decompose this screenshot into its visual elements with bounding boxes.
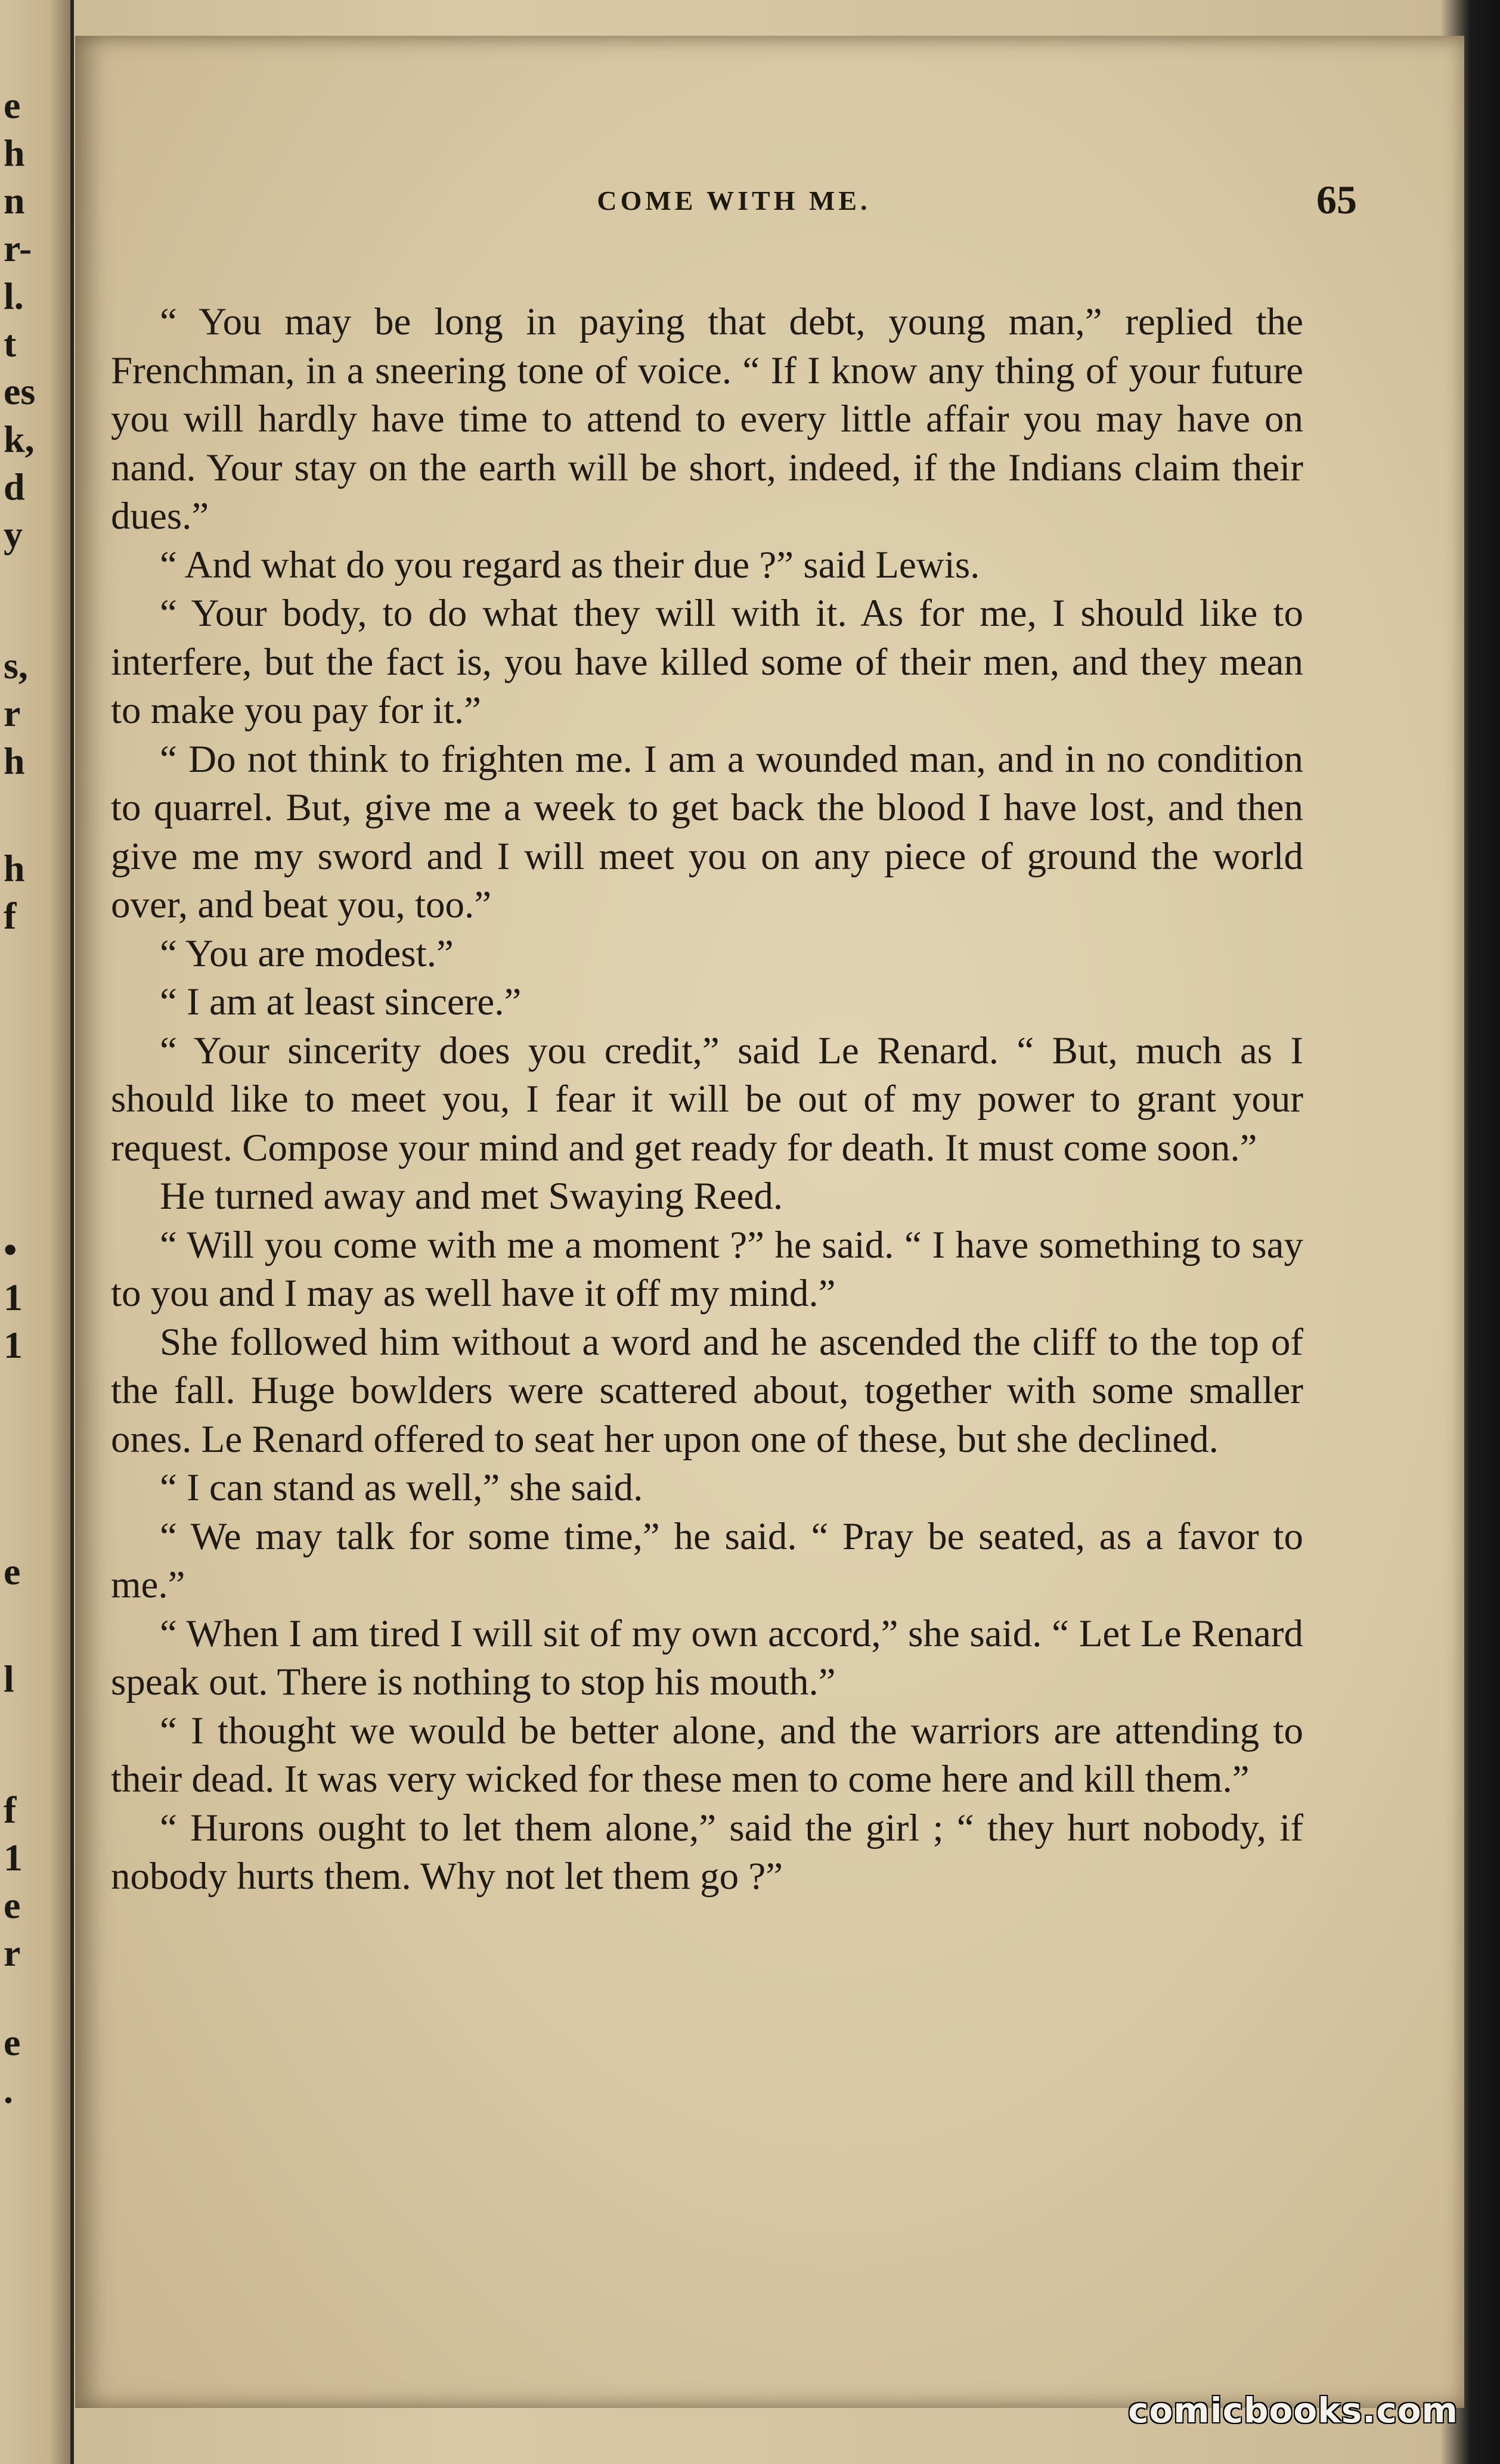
paragraph: “ You may be long in paying that debt, young man,” replied the Frenchman, in a sneering tone of voice. “ If I know any thing of your future you will hardly have time to attend to every little affair you may have on nand. Your stay on the earth will be short, indeed, if the Indians claim their dues.” <box>111 300 1303 538</box>
facing-page-fragment: es <box>4 370 36 412</box>
facing-page-fragment: 1 <box>4 1276 23 1318</box>
facing-page-fragment: d <box>4 466 25 508</box>
facing-page-fragment: h <box>4 740 25 782</box>
paragraph: “ I thought we would be better alone, and the warriors are attending to their dead. It was very wicked for these men to come here and kill them.” <box>111 1709 1303 1801</box>
facing-page-fragment: e <box>4 1884 21 1926</box>
paragraph: “ Your sincerity does you credit,” said Le Renard. “ But, much as I should like to meet you, I fear it will be out of my power to grant your request. Compose your mind and get ready for death. It must come soon.” <box>111 1029 1303 1169</box>
paragraph: “ And what do you regard as their due ?” said Lewis. <box>160 543 980 586</box>
facing-page-fragment: r- <box>4 227 32 269</box>
paragraph: He turned away and met Swaying Reed. <box>160 1175 783 1218</box>
facing-page-fragment: r <box>4 1932 21 1974</box>
paragraph: She followed him without a word and he ascended the cliff to the top of the fall. Huge bowlders were scattered about, together with some smaller ones. Le Renard offered to seat her upon one of these, but she declined. <box>111 1320 1303 1461</box>
facing-page-fragment: l <box>4 1658 14 1700</box>
paragraph: “ Will you come with me a moment ?” he said. “ I have something to say to you and I may as well have it off my mind.” <box>111 1223 1303 1315</box>
running-title: COME WITH ME. <box>597 185 871 216</box>
book-page <box>75 36 1464 2408</box>
paragraph: “ When I am tired I will sit of my own accord,” she said. “ Let Le Renard speak out. There is nothing to stop his mouth.” <box>111 1612 1303 1703</box>
paragraph: “ Hurons ought to let them alone,” said the girl ; “ they hurt nobody, if nobody hurts them. Why not let them go ?” <box>111 1806 1303 1898</box>
paragraph: “ I can stand as well,” she said. <box>160 1466 643 1509</box>
facing-page-fragment: h <box>4 847 25 889</box>
facing-page-fragment: e <box>4 1550 21 1593</box>
facing-page-fragment: t <box>4 322 17 365</box>
facing-page-fragment: r <box>4 692 21 734</box>
facing-page-fragment: 1 <box>4 1324 23 1366</box>
facing-page-fragment: s, <box>4 644 28 687</box>
facing-page-fragment: f <box>4 895 17 937</box>
page-number: 65 <box>1316 177 1357 222</box>
facing-page-fragment: e <box>4 84 21 126</box>
paragraph: “ We may talk for some time,” he said. “ Pray be seated, as a favor to me.” <box>111 1515 1303 1606</box>
facing-page-fragment: . <box>4 2069 13 2111</box>
body-text <box>111 298 1303 1901</box>
facing-page-fragment: f <box>4 1789 17 1831</box>
running-head <box>111 177 1357 238</box>
facing-page-fragment: h <box>4 132 25 174</box>
site-watermark: comicbooks.com <box>1128 2390 1458 2431</box>
facing-page-fragment: • <box>4 1228 17 1271</box>
facing-page-fragment: 1 <box>4 1836 23 1879</box>
facing-page-edge <box>0 0 74 2464</box>
facing-page-fragment: n <box>4 179 25 222</box>
facing-page-fragment: y <box>4 513 23 556</box>
facing-page-fragment: e <box>4 2021 21 2063</box>
facing-page-fragment: k, <box>4 418 35 460</box>
paragraph: “ I am at least sincere.” <box>160 980 522 1023</box>
paragraph: “ Your body, to do what they will with it. As for me, I should like to interfere, but the fact is, you have killed some of their men, and they mean to make you pay for it.” <box>111 592 1303 732</box>
paragraph: “ You are modest.” <box>160 932 454 975</box>
facing-page-fragment: l. <box>4 275 24 317</box>
paragraph: “ Do not think to frighten me. I am a wounded man, and in no condition to quarrel. But, give me a week to get back the blood I have lost, and then give me my sword and I will meet you on any piece of ground the world over, and beat you, too.” <box>111 737 1303 926</box>
